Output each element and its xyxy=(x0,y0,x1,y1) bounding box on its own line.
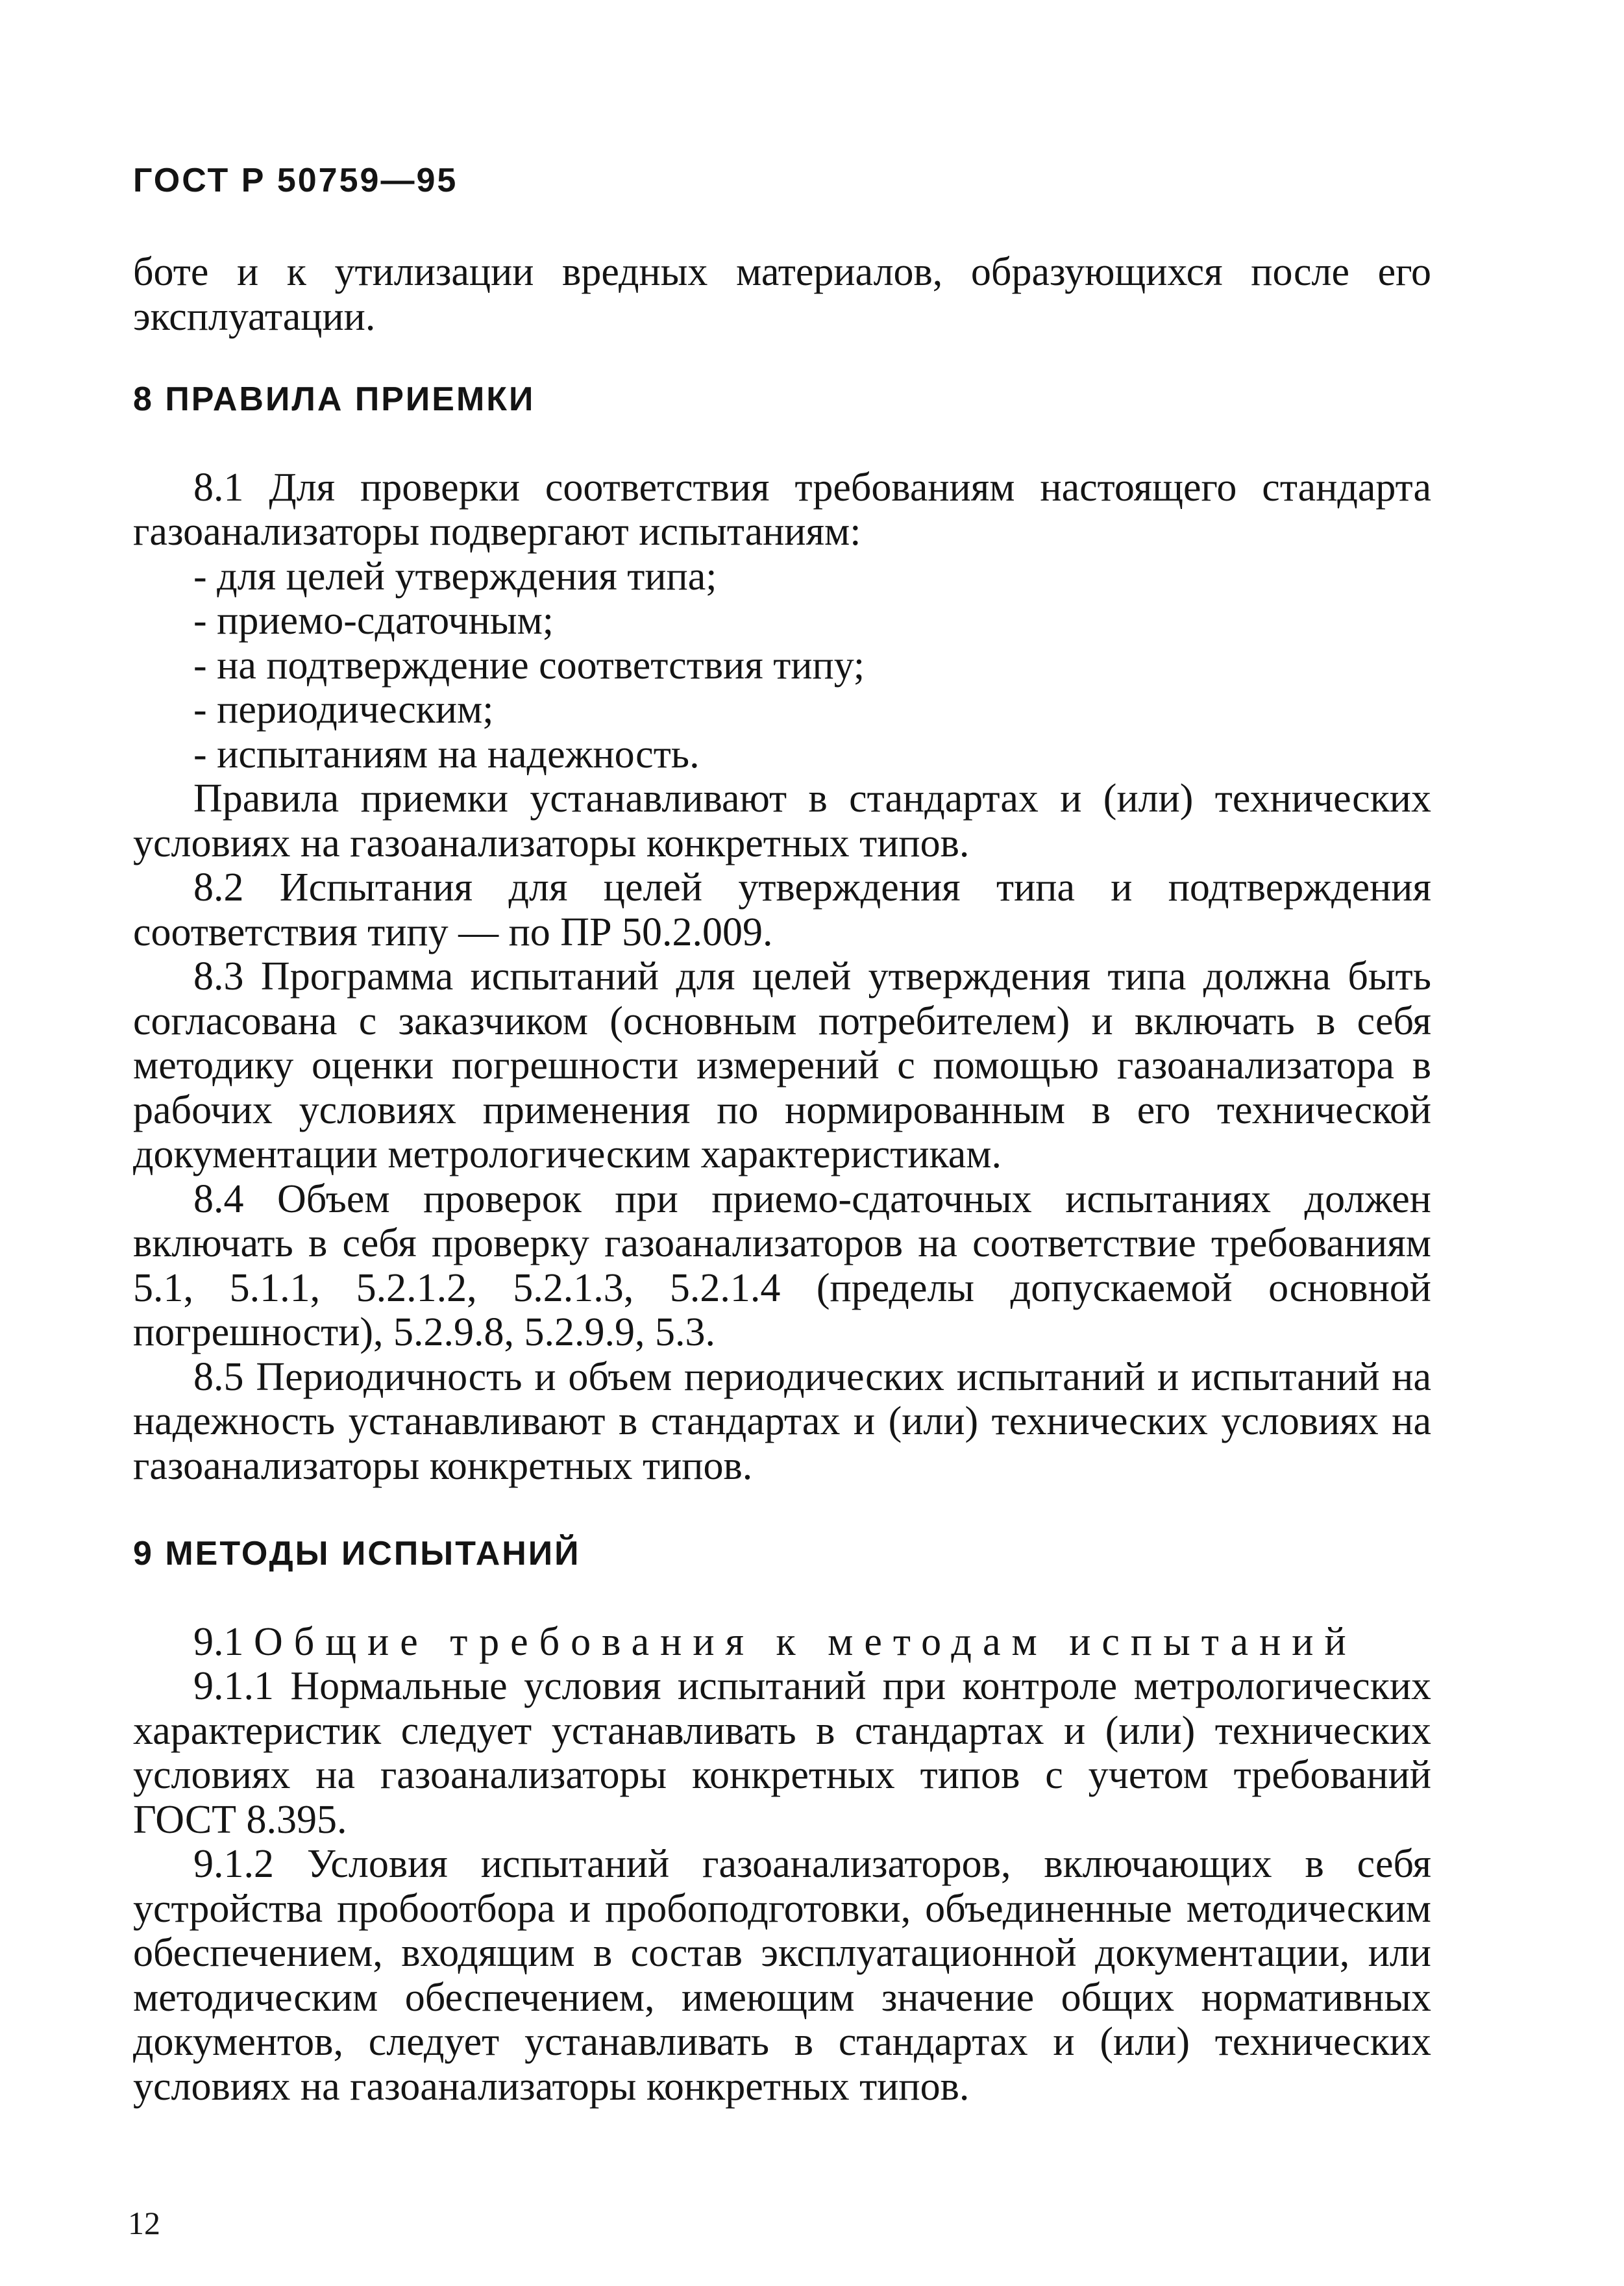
list-item-acceptance-tests: - приемо-сдаточным; xyxy=(193,599,554,643)
subsection-9-1-title: Общие требования к методам испытаний xyxy=(254,1619,1357,1664)
paragraph-9-1-1: 9.1.1 Нормальные условия испытаний при контроле метрологических характеристик следует устанавливать в стандартах и (или) технических условиях на газоанализаторы конкретных типов с учетом требований ГОСТ 8.395. xyxy=(133,1664,1431,1842)
document-body xyxy=(133,250,1431,2109)
paragraph-9-1-2: 9.1.2 Условия испытаний газоанализаторов, включающих в себя устройства пробоотбора и пробоподготовки, объединенные методическим обеспечением, входящим в состав эксплуатационной документации, или методическим обеспечением, имеющим значение общих нормативных документов, следует устанавливать в стандартах и (или) технических условиях на газоанализаторы конкретных типов. xyxy=(133,1842,1431,2109)
paragraph-acceptance-rules: Правила приемки устанавливают в стандартах и (или) технических условиях на газоанализаторы конкретных типов. xyxy=(133,776,1431,865)
list-item-test-type-approval: - для целей утверждения типа; xyxy=(193,554,717,599)
list-item-reliability-tests: - испытаниям на надежность. xyxy=(193,732,700,776)
paragraph-8-3: 8.3 Программа испытаний для целей утверждения типа должна быть согласована с заказчиком (основным потребителем) и включать в себя методику оценки погрешности измерений с помощью газоанализатора в рабочих условиях применения по нормированным в его технической документации метрологическим характеристикам. xyxy=(133,954,1431,1176)
section-9-title: 9 МЕТОДЫ ИСПЫТАНИЙ xyxy=(133,1535,581,1572)
paragraph-8-2: 8.2 Испытания для целей утверждения типа и подтверждения соответствия типу — по ПР 50.2.009. xyxy=(133,865,1431,954)
paragraph-8-4: 8.4 Объем проверок при приемо-сдаточных испытаниях должен включать в себя проверку газоанализаторов на соответствие требованиям 5.1, 5.1.1, 5.2.1.2, 5.2.1.3, 5.2.1.4 (пределы допускаемой основной погрешности), 5.2.9.8, 5.2.9.9, 5.3. xyxy=(133,1176,1431,1354)
subsection-9-1-heading xyxy=(133,1620,1431,1665)
intro-continuation-paragraph: боте и к утилизации вредных материалов, образующихся после его эксплуатации. xyxy=(133,250,1431,339)
document-code-header: ГОСТ Р 50759—95 xyxy=(133,162,458,199)
subsection-9-1-number: 9.1 xyxy=(193,1619,244,1664)
paragraph-8-5: 8.5 Периодичность и объем периодических испытаний и испытаний на надежность устанавливают в стандартах и (или) технических условиях на газоанализаторы конкретных типов. xyxy=(133,1354,1431,1488)
section-8-title: 8 ПРАВИЛА ПРИЕМКИ xyxy=(133,380,535,418)
paragraph-8-1: 8.1 Для проверки соответствия требованиям настоящего стандарта газоанализаторы подвергают испытаниям: xyxy=(133,465,1431,554)
page-number: 12 xyxy=(128,2205,160,2241)
list-item-conformity-tests: - на подтверждение соответствия типу; xyxy=(193,643,865,688)
list-item-periodic-tests: - периодическим; xyxy=(193,688,494,732)
